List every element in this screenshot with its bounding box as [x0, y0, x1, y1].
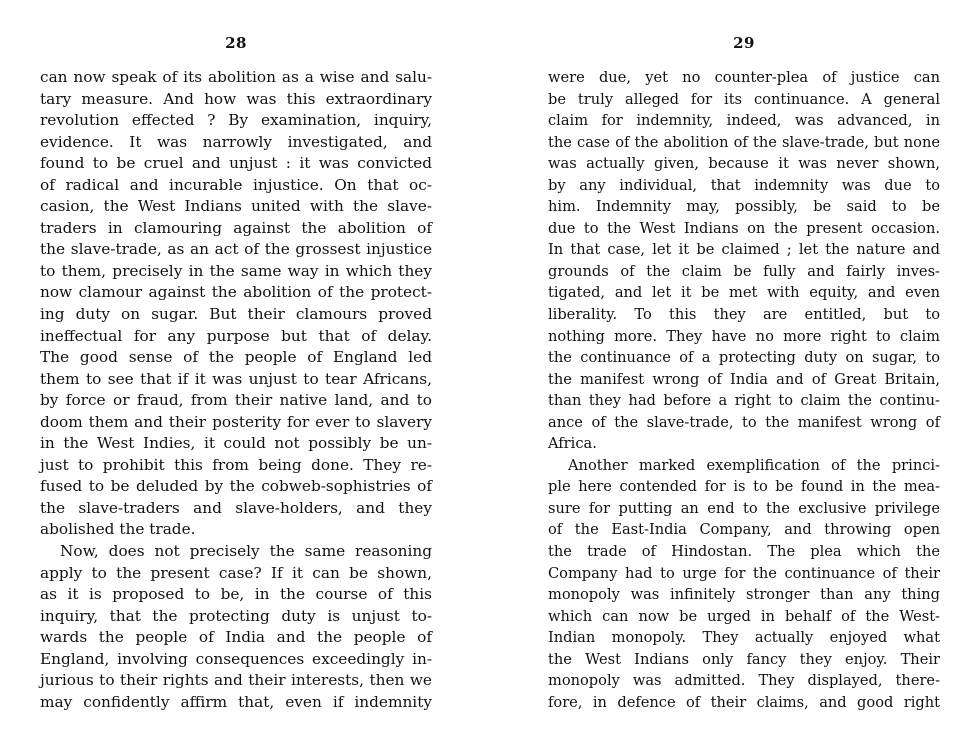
text-line: evidence. It was narrowly investigated, and [40, 132, 432, 151]
text-line: ing duty on sugar. But their clamours proved [40, 305, 432, 324]
text-line: abolished the trade. [40, 520, 196, 539]
text-line: ple here contended for is to be found in the mea- [548, 478, 940, 496]
text-line: Another marked exemplification of the princi- [568, 456, 940, 474]
text-line: found to be cruel and unjust : it was convicted [40, 154, 432, 173]
right-page [548, 0, 940, 753]
text-line: The good sense of the people of England led [40, 348, 432, 367]
text-line: In that case, let it be claimed ; let the nature and [548, 241, 940, 259]
text-line: the continuance of a protecting duty on sugar, to [548, 349, 940, 367]
text-line: sure for putting an end to the exclusive privilege [548, 499, 940, 517]
text-line: revolution effected ? By examination, inquiry, [40, 111, 432, 130]
text-line: jurious to their rights and their interests, then we [40, 671, 432, 690]
text-line: tigated, and let it be met with equity, and even [548, 284, 940, 302]
text-line: the West Indians only fancy they enjoy. Their [548, 650, 940, 668]
text-line: was actually given, because it was never shown, [548, 155, 940, 173]
text-line: claim for indemnity, indeed, was advanced, in [548, 112, 940, 130]
text-line: Indian monopoly. They actually enjoyed what [548, 629, 940, 647]
text-line: inquiry, that the protecting duty is unjust to- [40, 606, 432, 625]
text-line: now clamour against the abolition of the protect- [40, 283, 432, 302]
text-line: tary measure. And how was this extraordinary [40, 89, 432, 108]
text-line: Now, does not precisely the same reasoning [60, 542, 432, 561]
text-line: ineffectual for any purpose but that of delay. [40, 326, 432, 345]
text-line: the case of the abolition of the slave-trade, but none [548, 133, 940, 151]
text-line: them to see that if it was unjust to tear Africans, [40, 369, 432, 388]
page-number: 29 [733, 34, 755, 52]
text-line: the manifest wrong of India and of Great Britain, [548, 370, 940, 388]
text-line: the slave-traders and slave-holders, and they [40, 498, 432, 517]
text-line: nothing more. They have no more right to claim [548, 327, 940, 345]
page-text [40, 67, 432, 713]
text-line: wards the people of India and the people of [40, 628, 432, 647]
text-line: as it is proposed to be, in the course of this [40, 585, 432, 604]
text-line: casion, the West Indians united with the slave- [40, 197, 432, 216]
text-line: grounds of the claim be fully and fairly inves- [548, 262, 940, 280]
left-page [40, 0, 432, 753]
page-text [548, 67, 940, 713]
text-line: monopoly was admitted. They displayed, there- [548, 672, 940, 690]
text-line: may confidently affirm that, even if indemnity [40, 692, 432, 711]
text-line: monopoly was infinitely stronger than any thing [548, 586, 940, 604]
text-line: of the East-India Company, and throwing open [548, 521, 940, 539]
page-number: 28 [225, 34, 247, 52]
text-line: to them, precisely in the same way in which they [40, 261, 432, 280]
text-line: doom them and their posterity for ever to slavery [40, 412, 432, 431]
text-line: fused to be deluded by the cobweb-sophistries of [40, 477, 432, 496]
text-line: the slave-trade, as an act of the grossest injustice [40, 240, 432, 259]
text-line: Africa. [548, 435, 597, 453]
text-line: than they had before a right to claim the continu- [548, 392, 940, 410]
text-line: in the West Indies, it could not possibly be un- [40, 434, 432, 453]
text-line: be truly alleged for its continuance. A general [548, 90, 940, 108]
text-line: the trade of Hindostan. The plea which the [548, 543, 940, 561]
text-line: of radical and incurable injustice. On that oc- [40, 175, 432, 194]
text-line: liberality. To this they are entitled, but to [548, 306, 940, 324]
text-line: fore, in defence of their claims, and good right [548, 693, 940, 711]
text-line: by any individual, that indemnity was due to [548, 176, 940, 194]
text-line: were due, yet no counter-plea of justice can [548, 69, 940, 86]
text-line: him. Indemnity may, possibly, be said to be [548, 198, 940, 216]
text-line: Company had to urge for the continuance of their [548, 564, 940, 582]
text-line: ance of the slave-trade, to the manifest wrong of [548, 413, 940, 431]
text-line: apply to the present case? If it can be shown, [40, 563, 432, 582]
text-line: by force or fraud, from their native land, and to [40, 391, 432, 410]
text-line: can now speak of its abolition as a wise and salu- [40, 68, 432, 86]
text-line: traders in clamouring against the abolition of [40, 218, 432, 237]
text-line: just to prohibit this from being done. They re- [40, 455, 432, 474]
text-line: England, involving consequences exceedingly in- [40, 649, 432, 668]
text-line: due to the West Indians on the present occasion. [548, 219, 940, 237]
text-line: which can now be urged in behalf of the West- [548, 607, 940, 625]
